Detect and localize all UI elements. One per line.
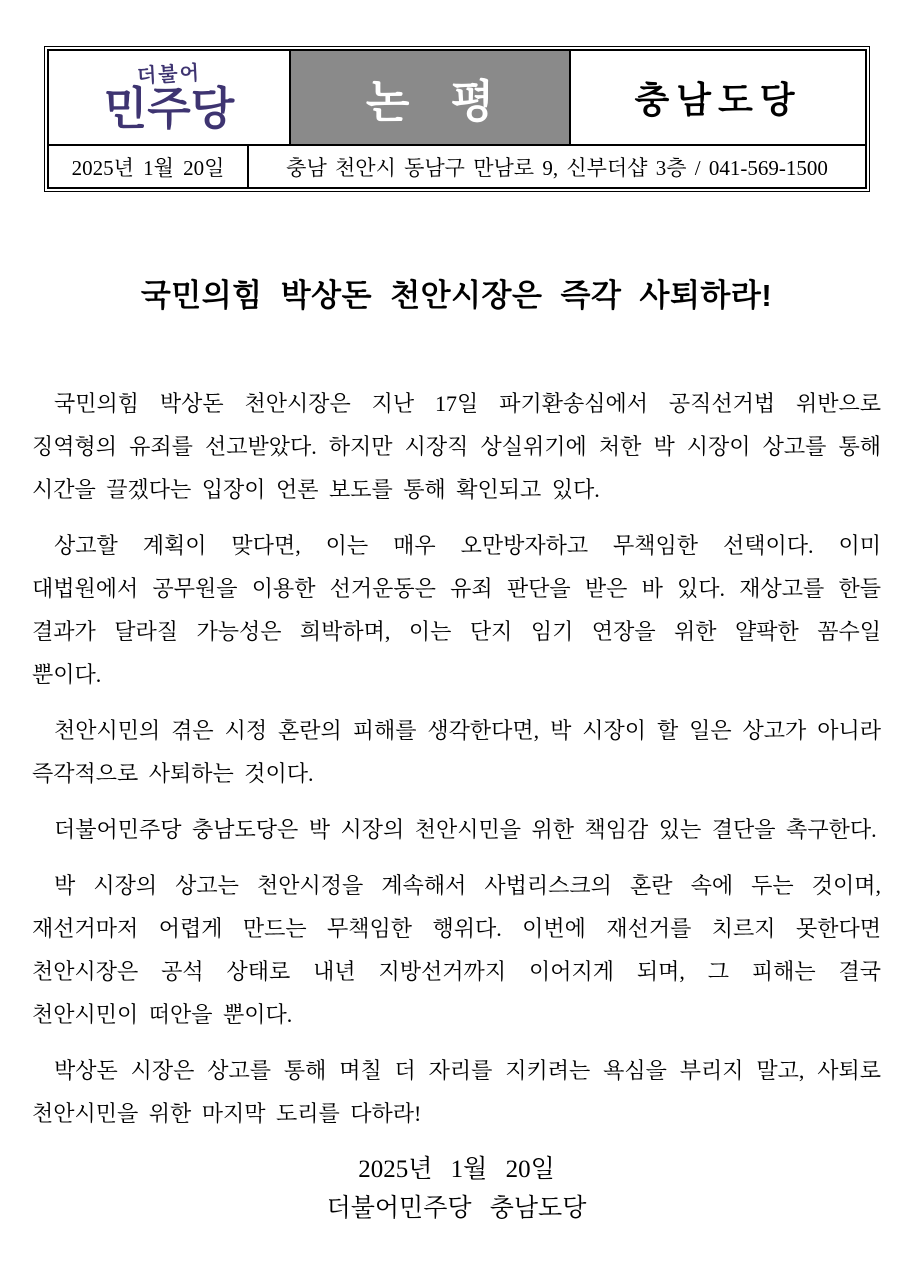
body-paragraph: 국민의힘 박상돈 천안시장은 지난 17일 파기환송심에서 공직선거법 위반으로 징역형의 유죄를 선고받았다. 하지만 시장직 상실위기에 처한 박 시장이 상고를 통해 시간을 끌겠다는 입장이 언론 보도를 통해 확인되고 있다. bbox=[32, 391, 881, 502]
header-date-label: 2025년 1월 20일 bbox=[71, 155, 225, 180]
header-row-top bbox=[49, 51, 865, 146]
org-name-cell bbox=[571, 51, 865, 144]
body-paragraph: 상고할 계획이 맞다면, 이는 매우 오만방자하고 무책임한 선택이다. 이미 대법원에서 공무원을 이용한 선거운동은 유죄 판단을 받은 바 있다. 재상고를 한들 결과가 달라질 가능성은 희박하며, 이는 단지 임기 연장을 위한 얄팍한 꼼수일 뿐이다. bbox=[32, 533, 881, 687]
logo-text-minjoo: 민주당 bbox=[103, 82, 235, 134]
body-paragraph: 더불어민주당 충남도당은 박 시장의 천안시민을 위한 책임감 있는 결단을 촉구한다. bbox=[54, 817, 877, 842]
doc-type-label: 논 평 bbox=[365, 77, 495, 127]
body-paragraphs bbox=[32, 382, 881, 1148]
body-paragraph: 천안시민의 겪은 시정 혼란의 피해를 생각한다면, 박 시장이 할 일은 상고가 아니라 즉각적으로 사퇴하는 것이다. bbox=[32, 718, 881, 786]
header-table bbox=[44, 46, 870, 192]
footer-date: 2025년 1월 20일 bbox=[358, 1156, 555, 1183]
header-date-cell bbox=[49, 146, 249, 187]
body-paragraph: 박상돈 시장은 상고를 통해 며칠 더 자리를 지키려는 욕심을 부리지 말고, 사퇴로 천안시민을 위한 마지막 도리를 다하라! bbox=[32, 1058, 881, 1126]
party-logo bbox=[103, 61, 235, 134]
page-title: 국민의힘 박상돈 천안시장은 즉각 사퇴하라! bbox=[140, 278, 773, 313]
header-row-bottom bbox=[49, 146, 865, 187]
footer bbox=[0, 1150, 913, 1228]
doc-type-banner bbox=[291, 51, 571, 144]
header-address-cell bbox=[249, 146, 865, 187]
footer-signature: 더불어민주당 충남도당 bbox=[326, 1195, 587, 1222]
body-paragraph: 박 시장의 상고는 천안시정을 계속해서 사법리스크의 혼란 속에 두는 것이며, 재선거마저 어렵게 만드는 무책임한 행위다. 이번에 재선거를 치르지 못한다면 천안시장은 공석 상태로 내년 지방선거까지 이어지게 되며, 그 피해는 결국 천안시민이 떠안을 뿐이다. bbox=[32, 873, 881, 1027]
header-table-inner bbox=[47, 49, 867, 189]
party-logo-cell bbox=[49, 51, 291, 144]
header-address-label: 충남 천안시 동남구 만남로 9, 신부더샵 3층 / 041-569-1500 bbox=[286, 155, 828, 180]
org-name-label: 충남도당 bbox=[634, 79, 802, 120]
logo-text-deobureo: 더불어 bbox=[136, 61, 202, 88]
